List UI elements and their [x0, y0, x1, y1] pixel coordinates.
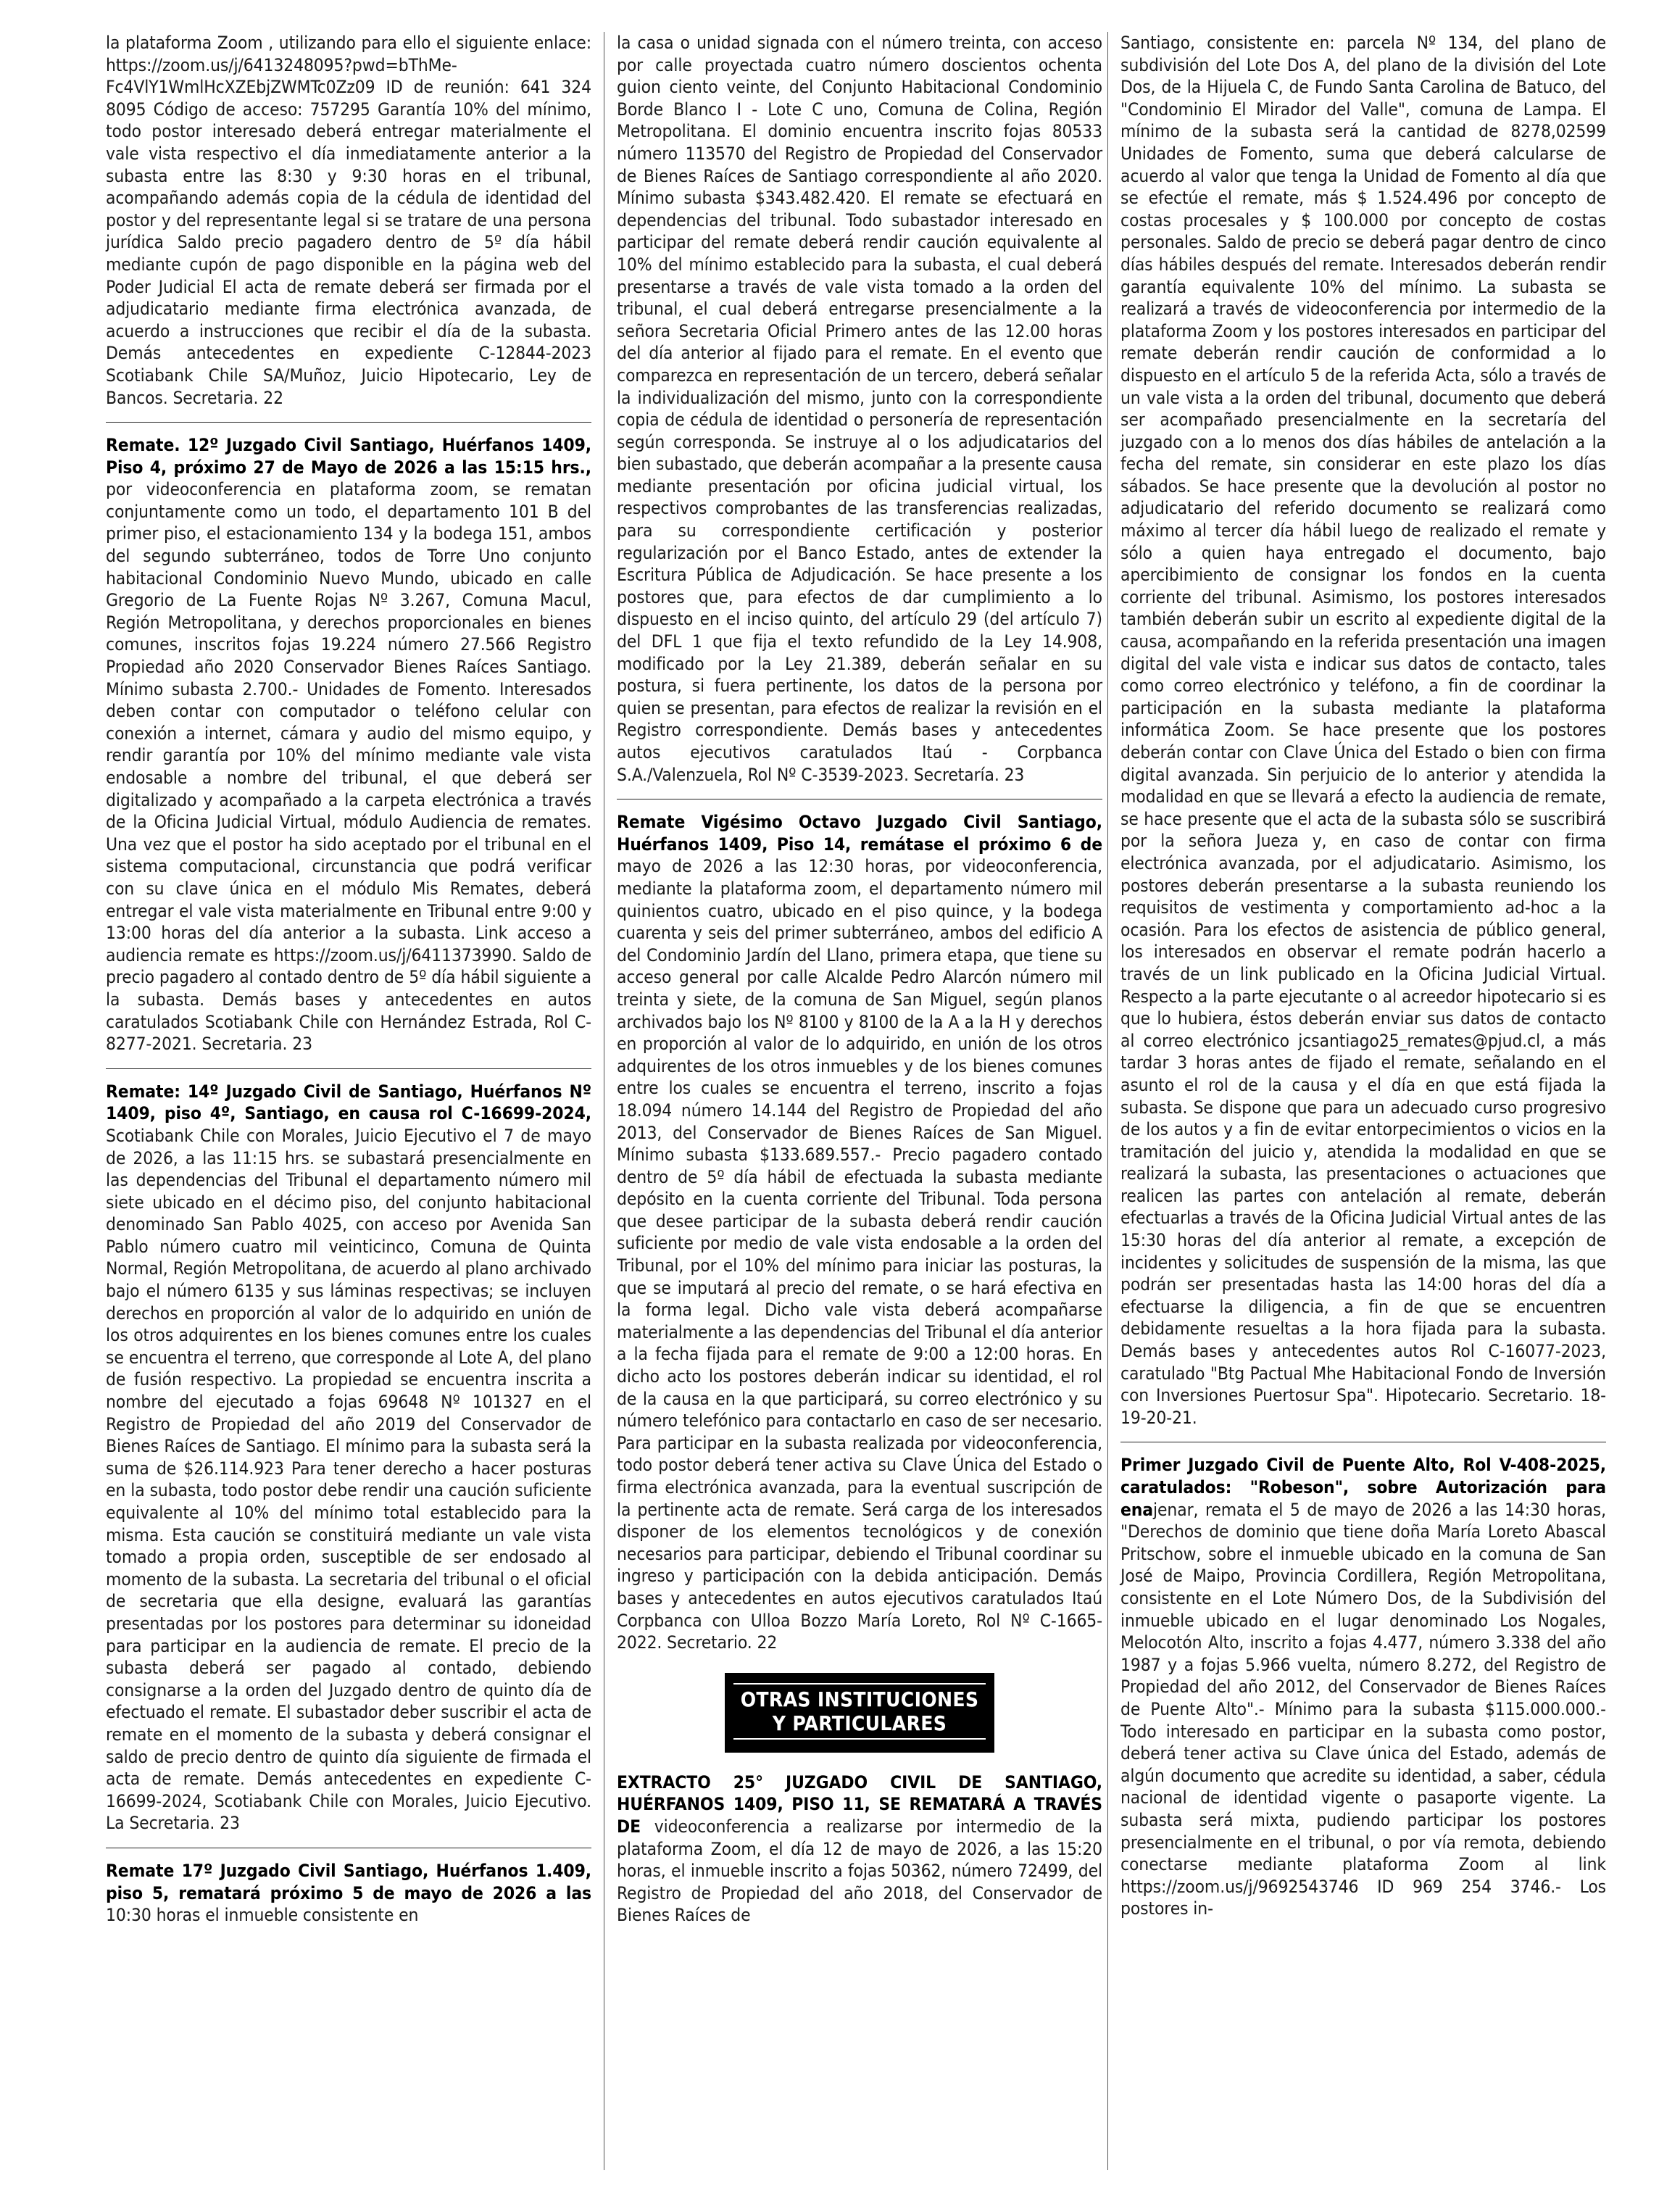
notice-heading: Remate. 12º Juzgado Civil Santiago, Huérfanos 1409, Piso 4, próximo 27 de Mayo de 2026 a las 15:15 hrs., [106, 434, 591, 478]
column-divider [1107, 32, 1108, 2170]
notice-heading: Remate Vigésimo Octavo Juzgado Civil Santiago, Huérfanos 1409, Piso 14, remátase el próximo 6 de [617, 811, 1102, 855]
notice-puente-alto [1120, 1454, 1606, 1919]
notice-text: Santiago, consistente en: parcela Nº 134, del plano de subdivisión del Lote Dos A, del plano de la división del Lote Dos, de la Hijuela C, de Fundo Santa Carolina de Batuco, del "Condominio El Mirador del Valle", comuna de Lampa. El mínimo de la subasta será la cantidad de 8278,02599 Unidades de Fomento, suma que deberá calcularse de acuerdo al valor que tenga la Unidad de Fomento al día que se efectúe el remate, más $ 1.524.496 por concepto de costas procesales y $ 100.000 por concepto de costas personales. Saldo de precio se deberá pagar dentro de cinco días hábiles después del remate. Interesados deberán rendir garantía equivalente 10% del mínimo. La subasta se realizará a través de videoconferencia por intermedio de la plataforma Zoom y los postores interesados en participar del remate deberán rendir caución de conformidad a lo dispuesto en el artículo 5 de la referida Acta, sólo a través de un vale vista a la orden del tribunal, documento que deberá ser acompañado presencialmente en la secretaría del juzgado con a lo menos dos días hábiles de antelación a la fecha del remate, sin considerar en este plazo los días sábados. Se hace presente que la devolución al postor no adjudicatario del referido documento se realizará como máximo al tercer día hábil luego de realizado el remate y sólo a quien haya entregado el documento, bajo apercibimiento de consignar los fondos en la cuenta corriente del tribunal. Asimismo, los postores interesados también deberán subir un escrito al expediente digital de la causa, acompañando en la referida presentación una imagen digital del vale vista e indicar sus datos de contacto, tales como correo electrónico y teléfono, a fin de coordinar la participación en la subasta mediante la plataforma informática Zoom. Se hace presente que los postores deberán contar con Clave Única del Estado o bien con firma digital avanzada. Sin perjuicio de lo anterior y atendida la modalidad en que se llevará a efecto la audiencia de remate, se hace presente que el acta de la subasta sólo se suscribirá por la señora Jueza y, en caso de contar con firma electrónica avanzada, por el adjudicatario. Asimismo, los postores deberán presentarse a la subasta reuniendo los requisitos de vestimenta y comportamiento ad-hoc a la ocasión. Para los efectos de asistencia de público general, los interesados en observar el remate podrán hacerlo a través de un link publicado en la Oficina Judicial Virtual. Respecto a la parte ejecutante o al acreedor hipotecario si es que lo hubiera, éstos deberán enviar sus datos de contacto al correo electrónico jcsantiago25_remates@pjud.cl, a más tardar 3 horas antes de fijado el remate, señalando en el asunto el rol de la causa y el día en que está fijada la subasta. Se dispone que para un adecuado curso progresivo de los autos y a fin de evitar entorpecimientos o vicios en la tramitación del juicio y, atendida la modalidad en que se realizará la subasta, las presentaciones o actuaciones que realicen las partes con antelación al remate, deberán efectuarlas a través de la Oficina Judicial Virtual antes de las 15:30 horas del día anterior al remate, a excepción de incidentes y solicitudes de suspensión de la misma, las que podrán ser presentadas hasta las 14:00 horas del día a efectuarse la diligencia, a fin de que se encuentren debidamente resueltas a la hora fijada para la subasta. Demás bases y antecedentes autos Rol C-16077-2023, caratulado "Btg Pactual Mhe Habitacional Fondo de Inversión con Inversiones Puertosur Spa". Hipotecario. Secretario. 18-19-20-21. [1120, 32, 1606, 1428]
notice-heading: Primer Juzgado Civil de Puente Alto, Rol V-408-2025, caratulados: "Robeson", sobre Autorización para ena [1120, 1454, 1606, 1520]
notice-continuation [617, 32, 1102, 786]
notice-remate-28 [617, 811, 1102, 1654]
banner-line-2: Y PARTICULARES [772, 1711, 947, 1735]
column-3 [1120, 32, 1606, 1920]
column-2 [617, 32, 1102, 1927]
notice-body: Scotiabank Chile con Morales, Juicio Ejecutivo el 7 de mayo de 2026, a las 11:15 hrs. se subastará presencialmente en las dependencias del Tribunal el departamento número mil siete ubicado en el décimo piso, del conjunto habitacional denominado San Pablo 4025, con acceso por Avenida San Pablo número cuatro mil veinticinco, Comuna de Quinta Normal, Región Metropolitana, de acuerdo al plano archivado bajo el número 6135 y sus láminas respectivas; se incluyen derechos en proporción al valor de lo adquirido en unión de los otros adquirentes en los bienes comunes entre los cuales se encuentra el terreno, que corresponde al Lote A, del plano de fusión respectivo. La propiedad se encuentra inscrita a nombre del ejecutado a fojas 69648 Nº 101327 en el Registro de Propiedad del año 2019 del Conservador de Bienes Raíces de Santiago. El mínimo para la subasta será la suma de $26.114.923 Para tener derecho a hacer posturas en la subasta, todo postor debe rendir una caución suficiente equivalente al 10% del mínimo total establecido para la misma. Esta caución se constituirá mediante un vale vista tomado a propia orden, susceptible de ser endosado al momento de la subasta. La secretaria del tribunal o el oficial de secretaria que ella designe, evaluará las garantías presentadas por los postores para determinar su idoneidad para participar en la audiencia de remate. El precio de la subasta deberá ser pagado al contado, debiendo consignarse a la orden del Juzgado dentro de quinto día de efectuado el remate. El subastador deber suscribir el acta de remate en el momento de la subasta y deberá consignar el saldo de precio dentro de quinto día siguiente de firmada el acta de remate. Demás antecedentes en expediente C-16699-2024, Scotiabank Chile con Morales, Juicio Ejecutivo. La Secretaria. 23 [106, 1124, 591, 1834]
notice-heading: Remate 17º Juzgado Civil Santiago, Huérfanos 1.409, piso 5, rematará próximo 5 de mayo de 2026 a las [106, 1859, 591, 1903]
notice-continuation [1120, 32, 1606, 1429]
section-banner [725, 1673, 995, 1753]
notice-body: por videoconferencia en plataforma zoom, se rematan conjuntamente como un todo, el departamento 101 B del primer piso, el estacionamiento 134 y la bodega 151, ambos del segundo subterráneo, todos de Torre Uno conjunto habitacional Condominio Nuevo Mundo, ubicado en calle Gregorio de La Fuente Rojas Nº 3.267, Comuna Macul, Región Metropolitana, y derechos proporcionales en bienes comunes, inscritos fojas 19.224 número 27.566 Registro Propiedad año 2020 Conservador Bienes Raíces Santiago. Mínimo subasta 2.700.- Unidades de Fomento. Interesados deben contar con computador o teléfono celular con conexión a internet, cámara y audio del mismo equipo, y rendir garantía por 10% del mínimo mediante vale vista endosable a nombre del tribunal, el que deberá ser digitalizado y acompañado a la carpeta electrónica a través de la Oficina Judicial Virtual, módulo Audiencia de remates. Una vez que el postor ha sido aceptado por el tribunal en el sistema computacional, circunstancia que podrá verificar con su clave única en el módulo Mis Remates, deberá entregar el vale vista materialmente en Tribunal entre 9:00 y 13:00 horas del día anterior a la subasta. Link acceso a audiencia remate es https://zoom.us/j/6411373990. Saldo de precio pagadero al contado dentro de 5º día hábil siguiente a la subasta. Demás bases y antecedentes en autos caratulados Scotiabank Chile con Hernández Estrada, Rol C-8277-2021. Secretaria. 23 [106, 478, 591, 1055]
notice-body: 10:30 horas el inmueble consistente en [106, 1904, 419, 1926]
column-1 [106, 32, 591, 1927]
notice-body: mayo de 2026 a las 12:30 horas, por videoconferencia, mediante la plataforma zoom, el departamento número mil quinientos cuatro, ubicado en el piso quince, y la bodega cuarenta y seis del primer subterráneo, ambos del edificio A del Condominio Jardín del Llano, primera etapa, que tiene su acceso general por calle Alcalde Pedro Alarcón número mil treinta y siete, de la comuna de San Miguel, según planos archivados bajo los Nº 8100 y 8100 de la A a la H y derechos en proporción al valor de lo adquirido, en unión de los otros adquirentes de los otros inmuebles y de los bienes comunes entre los cuales se encuentra el terreno, inscrito a fojas 18.094 número 14.144 del Registro de Propiedad del año 2013, del Conservador de Bienes Raíces de San Miguel. Mínimo subasta $133.689.557.- Precio pagadero contado dentro de 5º día hábil de efectuada la subasta mediante depósito en la cuenta corriente del Tribunal. Toda persona que desee participar de la subasta deberá rendir caución suficiente por medio de vale vista endosable a la orden del Tribunal, por el 10% del mínimo para iniciar las posturas, la que se imputará al precio del remate, o se hará efectiva en la forma legal. Dicho vale vista deberá acompañarse materialmente a las dependencias del Tribunal el día anterior a la fecha fijada para el remate de 9:00 a 12:00 horas. En dicho acto los postores deberán indicar su identidad, el rol de la causa en la que participará, su correo electrónico y su número telefónico para contactarlo en caso de ser necesario. Para participar en la subasta realizada por videoconferencia, todo postor deberá tener activa su Clave Única del Estado o firma electrónica avanzada, para la eventual suscripción de la pertinente acta de remate. Será carga de los interesados disponer de los elementos tecnológicos y de conexión necesarios para participar, debiendo el Tribunal coordinar su ingreso y participación con la debida anticipación. Demás bases y antecedentes en autos ejecutivos caratulados Itaú Corpbanca con Ulloa Bozzo María Loreto, Rol Nº C-1665-2022. Secretario. 22 [617, 855, 1102, 1653]
banner-line-1: OTRAS INSTITUCIONES [740, 1687, 979, 1711]
notice-divider [106, 422, 591, 423]
section-banner-wrap [617, 1673, 1102, 1753]
notice-remate-14 [106, 1081, 591, 1835]
notice-remate-12 [106, 434, 591, 1055]
notice-body: videoconferencia a realizarse por intermedio de la plataforma Zoom, el día 12 de mayo de 2026, a las 15:20 horas, el inmueble inscrito a fojas 50362, número 72499, del Registro de Propiedad del año 2018, del Conservador de Bienes Raíces de [617, 1815, 1102, 1926]
notice-heading: Remate: 14º Juzgado Civil de Santiago, Huérfanos Nº 1409, piso 4º, Santiago, en causa rol C-16699-2024, [106, 1080, 591, 1124]
notice-text: la casa o unidad signada con el número treinta, con acceso por calle proyectada cuatro número doscientos ochenta guion ciento veinte, del Conjunto Habitacional Condominio Borde Blanco I - Lote C uno, Comuna de Colina, Región Metropolitana. El dominio encuentra inscrito fojas 80533 número 113570 del Registro de Propiedad del Conservador de Bienes Raíces de Santiago correspondiente al año 2020. Mínimo subasta $343.482.420. El remate se efectuará en dependencias del tribunal. Todo subastador interesado en participar del remate deberá rendir caución equivalente al 10% del mínimo establecido para la subasta, el cual deberá presentarse a través de vale vista tomado a la orden del tribunal, el cual deberá entregarse presencialmente a la señora Secretaria Oficial Primero antes de las 12.00 horas del día anterior al fijado para el remate. En el evento que comparezca en representación de un tercero, deberá señalar la individualización del mismo, junto con la correspondiente copia de cédula de identidad o personería de representación según corresponda. Se instruye al o los adjudicatarios del bien subastado, que deberán acompañar a la presente causa mediante presentación por oficina judicial virtual, los respectivos comprobantes de las transferencias realizadas, para su correspondiente certificación y posterior regularización por el Banco Estado, antes de extender la Escritura Pública de Adjudicación. Se hace presente a los postores que, para efectos de dar cumplimiento a lo dispuesto en el inciso quinto, del artículo 29 (del artículo 7) del DFL 1 que fija el texto refundido de la Ley 14.908, modificado por la Ley 21.389, deberán señalar en su postura, si fuera pertinente, los datos de la persona por quien se presentan, para efectos de realizar la revisión en el Registro correspondiente. Demás bases y antecedentes autos ejecutivos caratulados Itaú - Corpbanca S.A./Valenzuela, Rol Nº C-3539-2023. Secretaría. 23 [617, 32, 1102, 785]
notice-extracto-25 [617, 1771, 1102, 1927]
notice-divider [106, 1068, 591, 1069]
notice-body: jenar, remata el 5 de mayo de 2026 a las 14:30 horas, "Derechos de dominio que tiene doña María Loreto Abascal Pritschow, sobre el inmueble ubicado en la comuna de San José de Maipo, Provincia Cordillera, Región Metropolitana, consistente en el Lote Número Dos, de la Subdivisión del inmueble ubicado en el lugar denominado Los Nogales, Melocotón Alto, inscrito a fojas 4.477, número 3.338 del año 1987 y a fojas 5.966 vuelta, número 8.272, del Registro de Propiedad del año 2012, del Conservador de Bienes Raíces de Puente Alto".- Mínimo para la subasta $115.000.000.- Todo interesado en participar en la subasta como postor, deberá tener activa su Clave única del Estado, además de algún documento que acredite su identidad, a saber, cédula nacional de identidad vigente o pasaporte vigente. La subasta será mixta, pudiendo participar los postores presencialmente en el tribunal, o por vía remota, debiendo conectarse mediante plataforma Zoom al link https://zoom.us/j/9692543746 ID 969 254 3746.- Los postores in- [1120, 1498, 1606, 1919]
notice-continuation [106, 32, 591, 409]
notice-heading: EXTRACTO 25° JUZGADO CIVIL DE SANTIAGO, HUÉRFANOS 1409, PISO 11, SE REMATARÁ A TRAVÉS DE [617, 1771, 1102, 1837]
section-banner-inner [733, 1683, 986, 1740]
notice-remate-17 [106, 1860, 591, 1927]
notice-text: la plataforma Zoom , utilizando para ello el siguiente enlace: https://zoom.us/j/6413248095?pwd=bThMe-Fc4VlY1WmlHcXZEbjZWMTc0Zz09 ID de reunión: 641 324 8095 Código de acceso: 757295 Garantía 10% del mínimo, todo postor interesado deberá entregar materialmente el vale vista respectivo el día inmediatamente anterior a la subasta entre las 8:30 y 9:30 horas en el tribunal, acompañando además copia de la cédula de identidad del postor y del representante legal si se tratare de una persona jurídica Saldo precio pagadero dentro de 5º día hábil mediante cupón de pago disponible en la página web del Poder Judicial El acta de remate deberá ser firmada por el adjudicatario mediante firma electrónica avanzada, de acuerdo a instrucciones que recibir el día de la subasta. Demás antecedentes en expediente C-12844-2023 Scotiabank Chile SA/Muñoz, Juicio Hipotecario, Ley de Bancos. Secretaria. 22 [106, 32, 591, 408]
